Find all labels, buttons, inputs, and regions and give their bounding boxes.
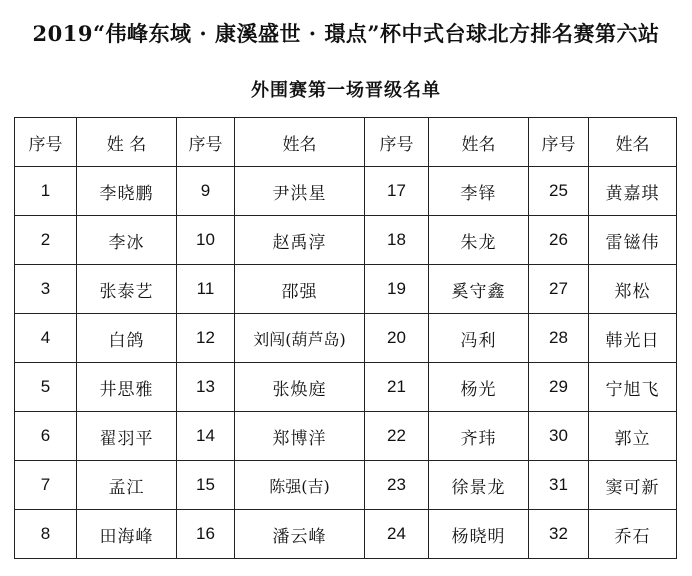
seq-cell: 13 xyxy=(177,363,235,412)
seq-cell: 16 xyxy=(177,510,235,559)
player-name-cell: 雷镃伟 xyxy=(589,216,677,265)
player-name-cell: 郭立 xyxy=(589,412,677,461)
qualifier-table xyxy=(14,117,677,559)
player-name-cell: 乔石 xyxy=(589,510,677,559)
player-name-cell: 郑松 xyxy=(589,265,677,314)
player-name-cell: 朱龙 xyxy=(429,216,529,265)
player-name-cell: 刘闯(葫芦岛) xyxy=(235,314,365,363)
seq-cell: 19 xyxy=(365,265,429,314)
seq-cell: 21 xyxy=(365,363,429,412)
seq-cell: 14 xyxy=(177,412,235,461)
table-row xyxy=(15,216,677,265)
seq-cell: 12 xyxy=(177,314,235,363)
table-row xyxy=(15,510,677,559)
seq-cell: 17 xyxy=(365,167,429,216)
player-name-cell: 赵禹淳 xyxy=(235,216,365,265)
seq-cell: 31 xyxy=(529,461,589,510)
player-name-cell: 白鸽 xyxy=(77,314,177,363)
player-name-cell: 韩光日 xyxy=(589,314,677,363)
header-seq: 序号 xyxy=(365,118,429,167)
table-row xyxy=(15,461,677,510)
player-name-cell: 郑博洋 xyxy=(235,412,365,461)
header-name: 姓名 xyxy=(235,118,365,167)
header-name: 姓名 xyxy=(589,118,677,167)
page-subtitle: 外围赛第一场晋级名单 xyxy=(251,80,441,101)
player-name-cell: 李晓鹏 xyxy=(77,167,177,216)
table-row xyxy=(15,363,677,412)
seq-cell: 18 xyxy=(365,216,429,265)
table-header-row xyxy=(15,118,677,167)
seq-cell: 6 xyxy=(15,412,77,461)
table-row xyxy=(15,265,677,314)
seq-cell: 26 xyxy=(529,216,589,265)
seq-cell: 32 xyxy=(529,510,589,559)
seq-cell: 24 xyxy=(365,510,429,559)
player-name-cell: 田海峰 xyxy=(77,510,177,559)
seq-cell: 25 xyxy=(529,167,589,216)
player-name-cell: 张泰艺 xyxy=(77,265,177,314)
player-name-cell: 李冰 xyxy=(77,216,177,265)
player-name-cell: 李铎 xyxy=(429,167,529,216)
seq-cell: 4 xyxy=(15,314,77,363)
table-row xyxy=(15,167,677,216)
player-name-cell: 邵强 xyxy=(235,265,365,314)
player-name-cell: 窦可新 xyxy=(589,461,677,510)
seq-cell: 28 xyxy=(529,314,589,363)
seq-cell: 22 xyxy=(365,412,429,461)
player-name-cell: 杨晓明 xyxy=(429,510,529,559)
player-name-cell: 冯利 xyxy=(429,314,529,363)
seq-cell: 20 xyxy=(365,314,429,363)
seq-cell: 27 xyxy=(529,265,589,314)
seq-cell: 9 xyxy=(177,167,235,216)
seq-cell: 10 xyxy=(177,216,235,265)
player-name-cell: 宁旭飞 xyxy=(589,363,677,412)
header-seq: 序号 xyxy=(15,118,77,167)
player-name-cell: 张焕庭 xyxy=(235,363,365,412)
seq-cell: 7 xyxy=(15,461,77,510)
player-name-cell: 井思雅 xyxy=(77,363,177,412)
header-seq: 序号 xyxy=(177,118,235,167)
seq-cell: 15 xyxy=(177,461,235,510)
table-row xyxy=(15,412,677,461)
player-name-cell: 尹洪星 xyxy=(235,167,365,216)
page-title: 2019“伟峰东域 · 康溪盛世 · 璟点”杯中式台球北方排名赛第六站 xyxy=(32,21,660,46)
player-name-cell: 潘云峰 xyxy=(235,510,365,559)
table-body xyxy=(15,167,677,559)
player-name-cell: 徐景龙 xyxy=(429,461,529,510)
header-seq: 序号 xyxy=(529,118,589,167)
seq-cell: 30 xyxy=(529,412,589,461)
seq-cell: 5 xyxy=(15,363,77,412)
player-name-cell: 黄嘉琪 xyxy=(589,167,677,216)
seq-cell: 23 xyxy=(365,461,429,510)
seq-cell: 8 xyxy=(15,510,77,559)
header-name: 姓 名 xyxy=(77,118,177,167)
seq-cell: 11 xyxy=(177,265,235,314)
player-name-cell: 奚守鑫 xyxy=(429,265,529,314)
table-row xyxy=(15,314,677,363)
seq-cell: 2 xyxy=(15,216,77,265)
seq-cell: 3 xyxy=(15,265,77,314)
player-name-cell: 杨光 xyxy=(429,363,529,412)
player-name-cell: 陈强(吉) xyxy=(235,461,365,510)
player-name-cell: 孟江 xyxy=(77,461,177,510)
seq-cell: 1 xyxy=(15,167,77,216)
header-name: 姓名 xyxy=(429,118,529,167)
player-name-cell: 齐玮 xyxy=(429,412,529,461)
player-name-cell: 翟羽平 xyxy=(77,412,177,461)
seq-cell: 29 xyxy=(529,363,589,412)
